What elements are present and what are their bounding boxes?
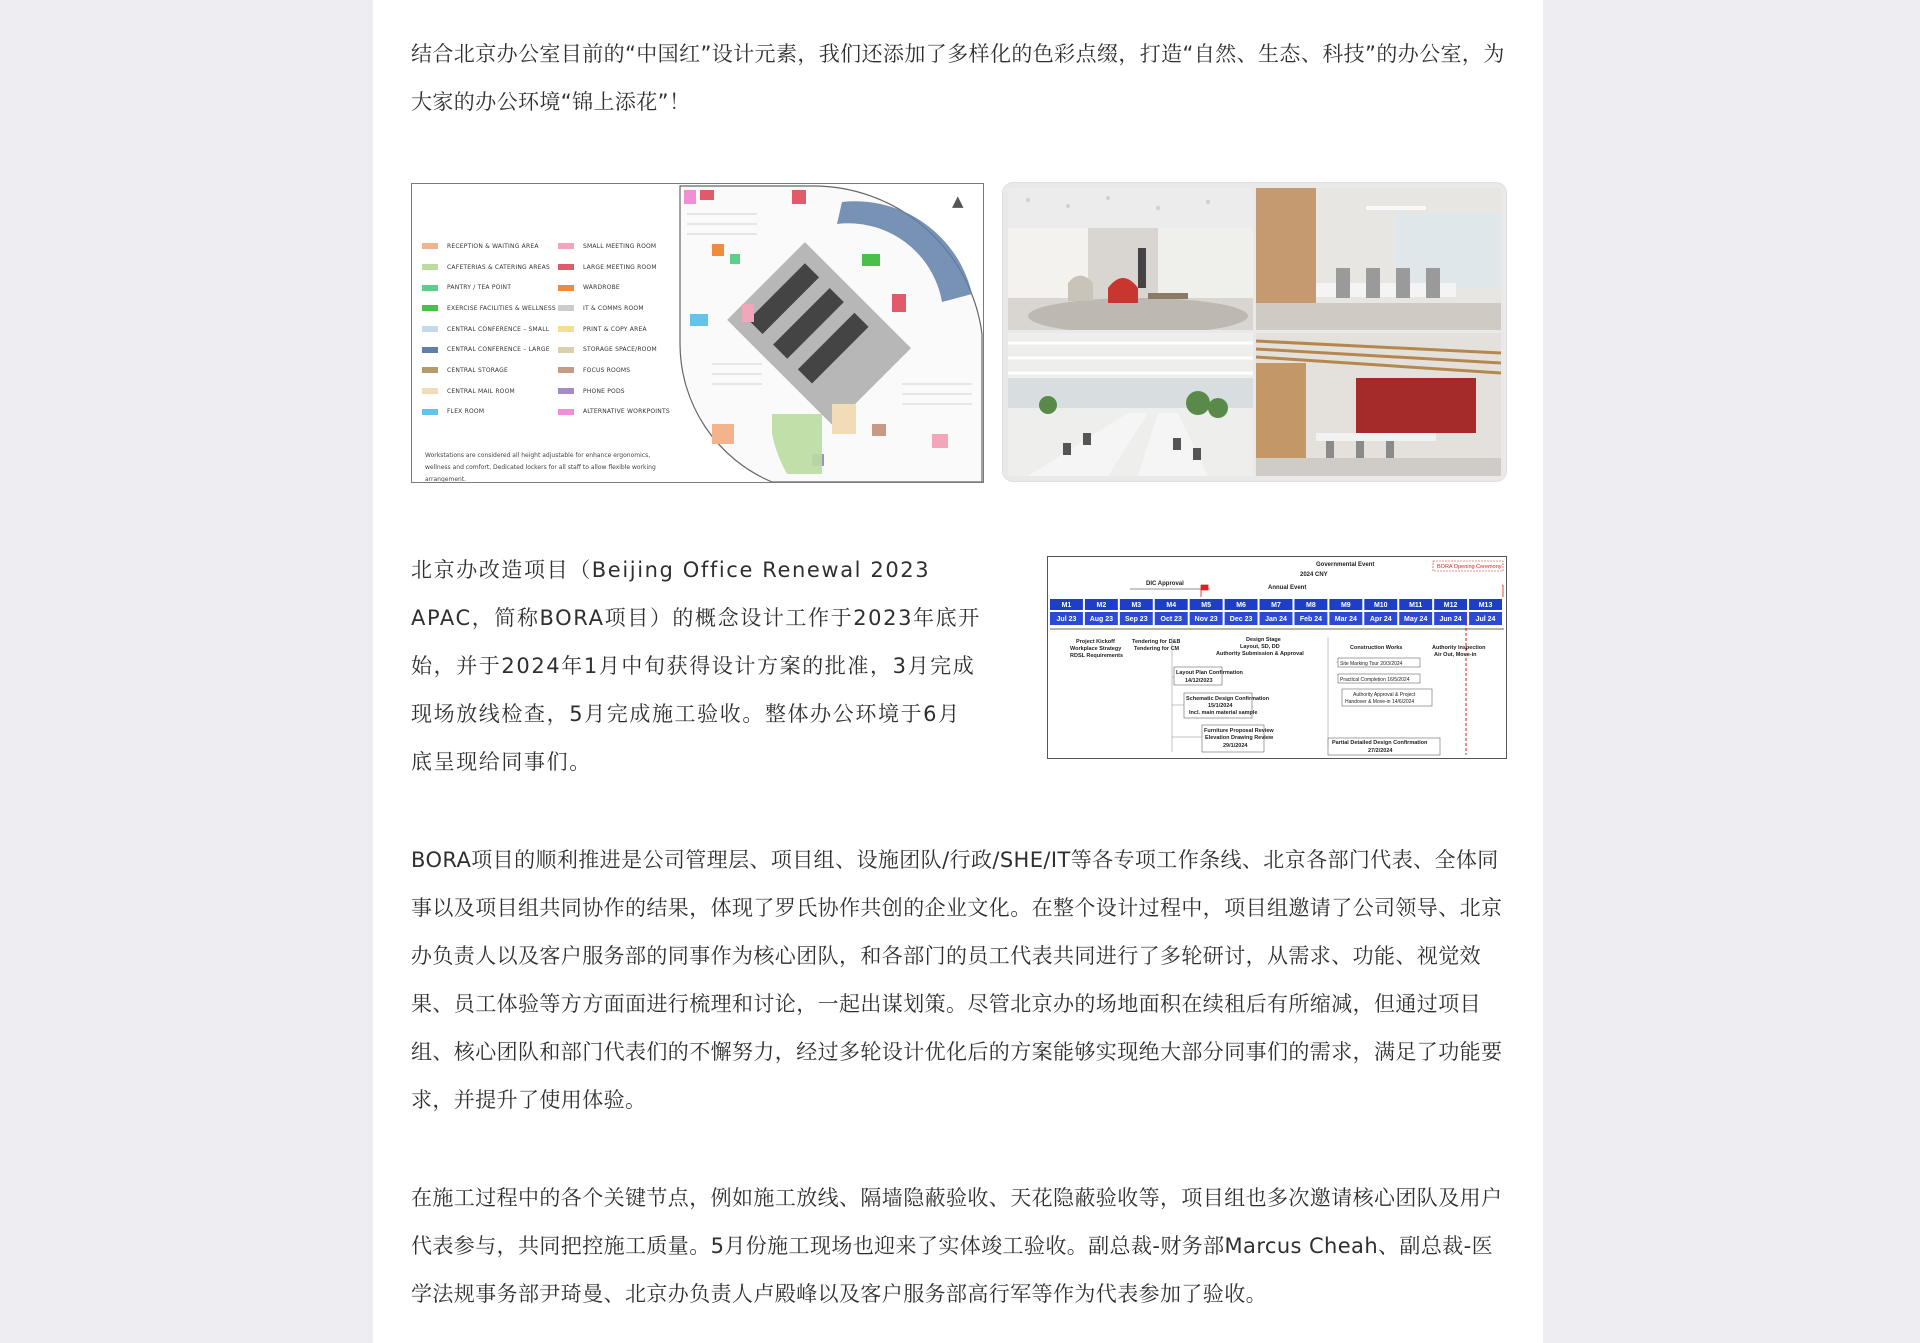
right-legend-item <box>558 257 670 278</box>
floor-plan-image <box>411 183 984 483</box>
legend-label: CENTRAL CONFERENCE – LARGE <box>447 346 550 354</box>
tl-month-label: M8 <box>1306 602 1316 609</box>
tl-date-label: May 24 <box>1404 616 1428 623</box>
legend-swatch <box>558 243 574 249</box>
tl-month-label: M13 <box>1478 602 1493 609</box>
tl-furniture-3: 29/1/2024 <box>1223 743 1248 749</box>
legend-right <box>558 236 670 422</box>
tl-handover-2: Handover & Move-in 14/6/2024 <box>1345 699 1415 705</box>
tl-date-label: Sep 23 <box>1125 616 1148 623</box>
paragraph-collaboration: BORA项目的顺利推进是公司管理层、项目组、设施团队/行政/SHE/IT等各专项工作条线、北京各部门代表、全体同事以及项目组共同协作的结果，体现了罗氏协作共创的企业文化。在整个设计过程中，项目组邀请了公司领导、北京办负责人以及客户服务部的同事作为核心团队，和各部门的员工代表共同进行了多轮研讨，从需求、功能、视觉效果、员工体验等方方面面进行梳理和讨论，一起出谋划策。尽管北京办的场地面积在续租后有所缩减，但通过项目组、核心团队和部门代表们的不懈努力，经过多轮设计优化后的方案能够实现绝大部分同事们的需求，满足了功能要求，并提升了使用体验。 <box>411 848 1503 1112</box>
tl-schematic-3: Incl. main material sample <box>1189 710 1258 716</box>
tl-practical: Practical Completion 16/5/2024 <box>1340 677 1410 683</box>
left-legend-item <box>422 277 556 298</box>
tl-cny: 2024 CNY <box>1300 572 1328 578</box>
legend-label: PRINT & COPY AREA <box>583 325 647 333</box>
tl-month-label: M12 <box>1443 602 1458 609</box>
right-legend-item <box>558 402 670 423</box>
pantry-photo <box>1256 333 1501 476</box>
legend-label: ALTERNATIVE WORKPOINTS <box>583 408 670 416</box>
tl-tender-2: Tendering for CM <box>1134 646 1180 652</box>
legend-label: WARDROBE <box>583 284 620 292</box>
left-legend-item <box>422 381 556 402</box>
legend-swatch <box>558 409 574 415</box>
floor-plan-note: Workstations are considered all height adjustable for enhance ergonomics, wellness and comfort. Dedicated lockers for all staff to allow flexible working arrangement. <box>425 452 656 483</box>
timeline-drawing <box>1048 557 1506 758</box>
right-legend-item <box>558 298 670 319</box>
tl-month-label: M4 <box>1166 602 1177 609</box>
left-legend-item <box>422 298 556 319</box>
article-page <box>373 0 1543 1343</box>
meeting-room-photo <box>1256 188 1501 330</box>
tl-date-label: Jan 24 <box>1265 616 1287 623</box>
tl-authority-2: Air Out, Move-in <box>1434 652 1477 658</box>
tl-layout-2: 14/12/2023 <box>1185 678 1213 684</box>
legend-label: CENTRAL STORAGE <box>447 366 508 374</box>
legend-label: FOCUS ROOMS <box>583 366 631 374</box>
tl-date-label: Oct 23 <box>1160 616 1182 623</box>
tl-date-label: Dec 23 <box>1229 616 1253 623</box>
left-legend-item <box>422 402 556 423</box>
tl-month-label: M11 <box>1409 602 1423 609</box>
tl-date-label: Nov 23 <box>1194 616 1218 623</box>
legend-left <box>422 236 556 422</box>
paragraph-project-intro: 北京办改造项目（Beijing Office Renewal 2023 APAC，简称BORA项目）的概念设计工作于2023年底开始，并于2024年1月中旬获得设计方案的批准，3月完成现场放线检查，5月完成施工验收。整体办公环境于6月底呈现给同事们。 <box>411 558 981 774</box>
tl-kickoff-3: RDSL Requirements <box>1070 653 1124 659</box>
tl-date-label: Aug 23 <box>1089 616 1114 623</box>
legend-swatch <box>558 285 574 291</box>
tl-date-label: Apr 24 <box>1369 616 1392 623</box>
tl-date-label: Mar 24 <box>1334 616 1357 623</box>
legend-swatch <box>558 305 574 311</box>
reception-photo <box>1008 188 1253 330</box>
legend-label: CAFETERIAS & CATERING AREAS <box>447 263 550 271</box>
tl-kickoff-2: Workplace Strategy <box>1070 646 1122 652</box>
tl-layout-1: Layout Plan Confirmation <box>1176 670 1243 676</box>
tl-schematic-1: Schematic Design Confirmation <box>1186 696 1270 702</box>
legend-swatch <box>558 326 574 332</box>
legend-swatch <box>422 264 438 270</box>
legend-label: IT & COMMS ROOM <box>583 304 644 312</box>
tl-schematic-2: 15/1/2024 <box>1208 703 1233 709</box>
legend-label: EXERCISE FACILITIES & WELLNESS <box>447 304 556 312</box>
right-legend-item <box>558 236 670 257</box>
tl-furniture-2: Elevation Drawing Review <box>1205 735 1274 741</box>
legend-swatch <box>422 243 438 249</box>
tl-partial-2: 27/2/2024 <box>1368 748 1393 754</box>
legend-label: STORAGE SPACE/ROOM <box>583 346 657 354</box>
legend-swatch <box>422 367 438 373</box>
legend-swatch <box>558 388 574 394</box>
tl-date-label: Jun 24 <box>1439 616 1462 623</box>
left-legend-item <box>422 360 556 381</box>
tl-gov-event: Governmental Event <box>1316 562 1375 568</box>
left-legend-item <box>422 339 556 360</box>
tl-site-marking: Site Marking Tour 20/3/2024 <box>1340 661 1403 667</box>
legend-swatch <box>422 347 438 353</box>
tl-month-label: M5 <box>1201 602 1212 609</box>
tl-authority-1: Authority Inspection <box>1432 645 1486 651</box>
tl-month-label: M7 <box>1271 602 1281 609</box>
legend-swatch <box>422 326 438 332</box>
tl-bora-ceremony: BORA Opening Ceremony <box>1437 564 1502 570</box>
tl-dic-approval: DIC Approval <box>1146 581 1184 587</box>
tl-month-label: M3 <box>1131 602 1142 609</box>
tl-month-label: M2 <box>1096 602 1107 609</box>
north-arrow-icon: ▲ <box>952 192 964 210</box>
left-legend-item <box>422 257 556 278</box>
tl-month-label: M6 <box>1236 602 1246 609</box>
legend-label: PANTRY / TEA POINT <box>447 284 512 292</box>
tl-date-label: Jul 24 <box>1475 616 1496 623</box>
tl-furniture-1: Furniture Proposal Review <box>1204 728 1274 734</box>
legend-label: CENTRAL CONFERENCE – SMALL <box>447 325 550 333</box>
right-legend-item <box>558 381 670 402</box>
paragraph-construction: 在施工过程中的各个关键节点，例如施工放线、隔墙隐蔽验收、天花隐蔽验收等，项目组也多次邀请核心团队及用户代表参与，共同把控施工质量。5月份施工现场也迎来了实体竣工验收。副总裁-财务部Marcus Cheah、副总裁-医学法规事务部尹琦曼、北京办负责人卢殿峰以及客户服务部高行军等作为代表参加了验收。 <box>411 1186 1503 1306</box>
tl-handover-1: Authority Approval & Project <box>1353 692 1416 698</box>
project-timeline-chart <box>1047 556 1507 759</box>
tl-annual-event: Annual Event <box>1268 585 1307 591</box>
tl-construction: Construction Works <box>1350 645 1403 651</box>
tl-kickoff-1: Project Kickoff <box>1076 639 1115 645</box>
legend-swatch <box>558 367 574 373</box>
legend-swatch <box>422 285 438 291</box>
left-legend-item <box>422 319 556 340</box>
legend-swatch <box>422 409 438 415</box>
open-office-photo <box>1008 333 1253 476</box>
legend-swatch <box>422 388 438 394</box>
tl-design-2: Layout, SD, DD <box>1240 644 1280 650</box>
legend-label: LARGE MEETING ROOM <box>583 263 657 271</box>
tl-month-label: M1 <box>1061 602 1072 609</box>
office-photo-collage <box>1003 183 1506 481</box>
legend-label: SMALL MEETING ROOM <box>583 242 657 250</box>
right-legend-item <box>558 277 670 298</box>
legend-label: CENTRAL MAIL ROOM <box>447 387 515 395</box>
tl-month-label: M10 <box>1373 602 1388 609</box>
tl-date-label: Feb 24 <box>1299 616 1323 623</box>
legend-swatch <box>558 347 574 353</box>
right-legend-item <box>558 360 670 381</box>
tl-partial-1: Partial Detailed Design Confirmation <box>1332 740 1428 746</box>
tl-date-label: Jul 23 <box>1056 616 1077 623</box>
legend-label: FLEX ROOM <box>447 408 485 416</box>
tl-design-3: Authority Submission & Approval <box>1216 651 1304 657</box>
right-legend-item <box>558 319 670 340</box>
tl-month-label: M9 <box>1340 602 1351 609</box>
tl-tender-1: Tendering for D&B <box>1132 639 1181 645</box>
left-legend-item <box>422 236 556 257</box>
legend-swatch <box>558 264 574 270</box>
tl-design-1: Design Stage <box>1246 637 1281 643</box>
legend-label: PHONE PODS <box>583 387 625 395</box>
legend-swatch <box>422 305 438 311</box>
paragraph-intro: 结合北京办公室目前的“中国红”设计元素，我们还添加了多样化的色彩点缀，打造“自然、生态、科技”的办公室，为大家的办公环境“锦上添花”！ <box>411 42 1505 114</box>
legend-label: RECEPTION & WAITING AREA <box>447 242 539 250</box>
right-legend-item <box>558 339 670 360</box>
